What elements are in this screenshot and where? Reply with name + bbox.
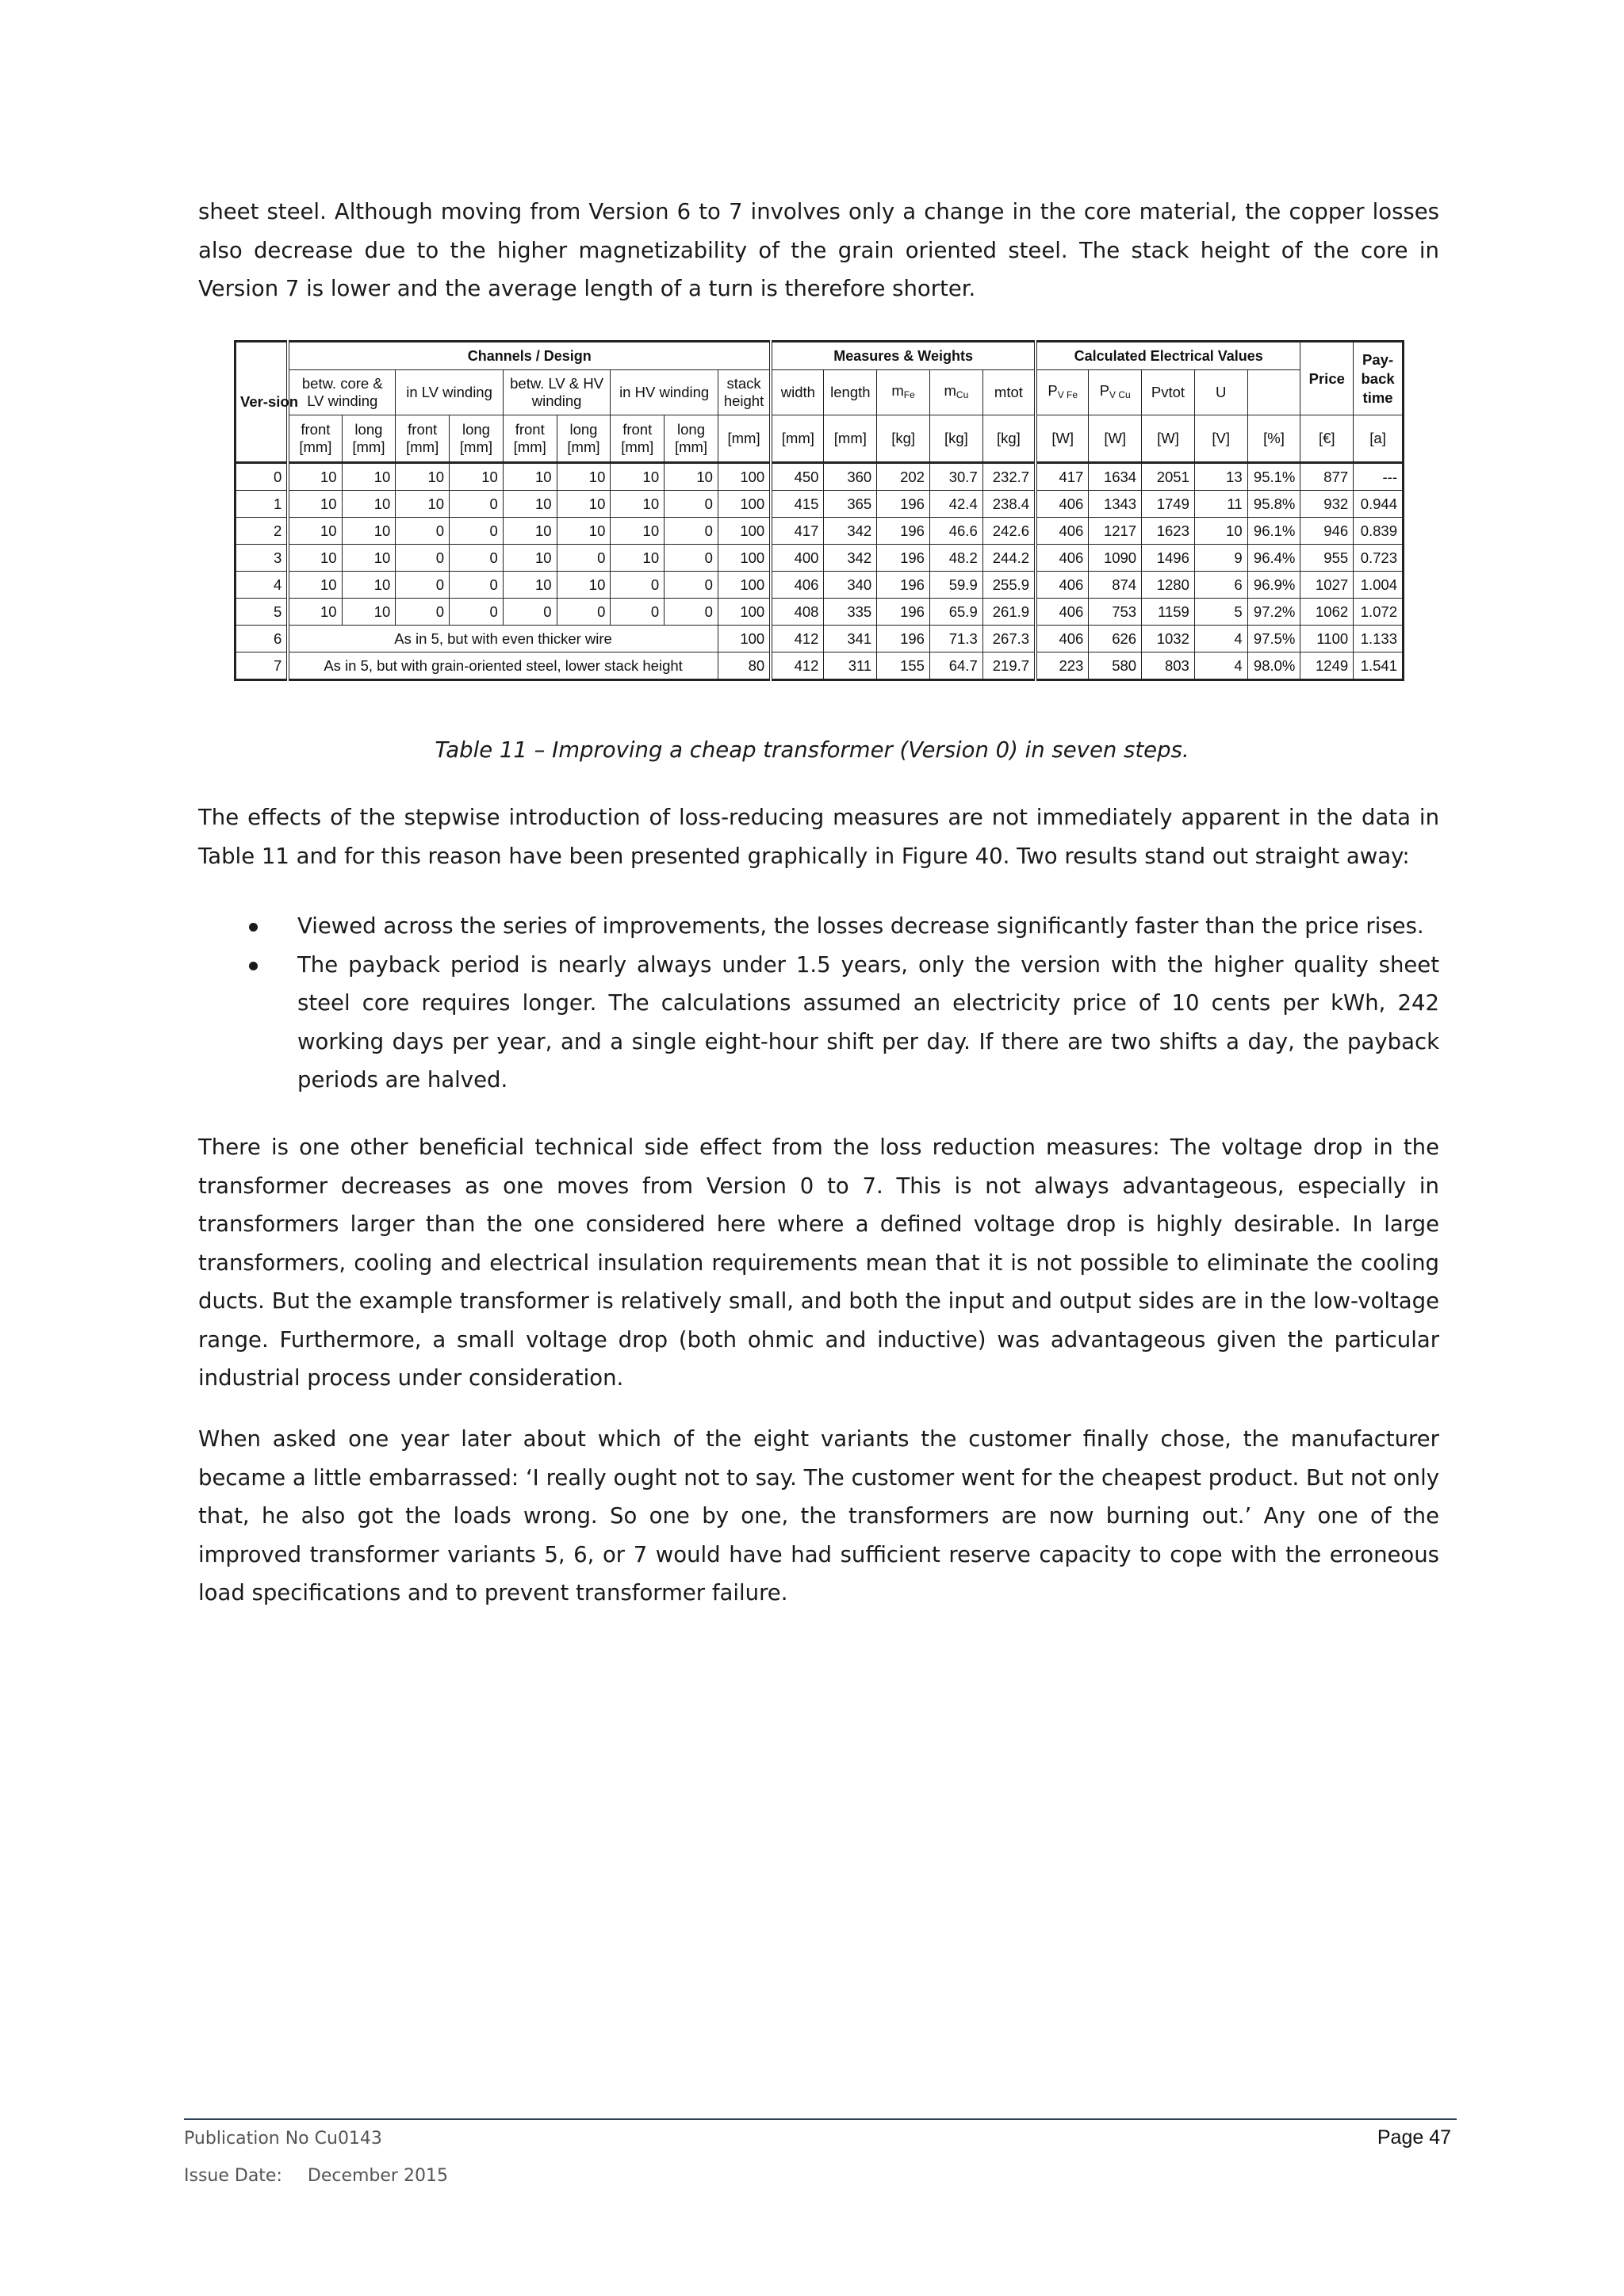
table-row: 5 10 10 0 0 0 0 0 0 100 408 335 196 65.9 261.9 406 753 1159 5 97.2% 1062 1.072: [236, 599, 1404, 626]
table-row: 0 10 10 10 10 10 10 10 10 100 450 360 202 30.7 232.7 417 1634 2051 13 95.1% 877 ---: [236, 463, 1404, 491]
mcu-header: $m_{Cu}$: [929, 370, 982, 415]
voltage-paragraph: There is one other beneficial technical side effect from the loss reduction measures: The voltage drop in the transformer decreases as one moves from Version 0 to 7. This is not always advantageous, especially in transformers larger than the one considered here where a defined voltage drop is highly desirable. In large transformers, cooling and electrical insulation requirements mean that it is not possible to eliminate the cooling ducts. But the example transformer is relatively small, and both the input and output sides are in the low-voltage range. Furthermore, a small voltage drop (both ohmic and inductive) was advantageous given the particular industrial process under consideration.: [198, 1135, 1439, 1391]
table-row: 4 10 10 0 0 10 10 0 0 100 406 340 196 59.9 255.9 406 874 1280 6 96.9% 1027 1.004: [236, 572, 1404, 599]
issue-date: Issue Date: December 2015: [184, 2166, 448, 2186]
page-number: Page 47: [1377, 2126, 1451, 2149]
unit-w: [W]: [1089, 415, 1142, 463]
unit-front: front [mm]: [503, 415, 557, 463]
channels-group-header: Channels / Design: [288, 342, 771, 370]
unit-w: [W]: [1036, 415, 1089, 463]
mfe-header: $m_{Fe}$: [877, 370, 930, 415]
unit-kg: [kg]: [982, 415, 1036, 463]
price-header: Price: [1300, 342, 1354, 415]
transformer-table: [234, 340, 1404, 681]
unit-pct: [%]: [1247, 415, 1300, 463]
unit-eur: [€]: [1300, 415, 1354, 463]
unit-long: long [mm]: [665, 415, 718, 463]
in-hv-header: in HV winding: [611, 370, 718, 415]
table-caption: Table 11 – Improving a cheap transformer (Version 0) in seven steps.: [435, 737, 1189, 763]
unit-mm: [mm]: [771, 415, 824, 463]
unit-front: front [mm]: [396, 415, 450, 463]
unit-a: [a]: [1354, 415, 1404, 463]
table-row: 3 10 10 0 0 10 0 10 0 100 400 342 196 48.2 244.2 406 1090 1496 9 96.4% 955 0.723: [236, 545, 1404, 572]
unit-w: [W]: [1142, 415, 1195, 463]
unit-long: long [mm]: [557, 415, 611, 463]
stack-height-header: stack height: [718, 370, 771, 415]
table-row: 2 10 10 0 0 10 10 10 0 100 417 342 196 46.6 242.6 406 1217 1623 10 96.1% 946 0.839: [236, 518, 1404, 545]
table-row: 6 As in 5, but with even thicker wire 100 412 341 196 71.3 267.3 406 626 1032 4 97.5% 1100 1.133: [236, 626, 1404, 652]
unit-long: long [mm]: [450, 415, 504, 463]
in-lv-header: in LV winding: [396, 370, 504, 415]
unit-v: [V]: [1194, 415, 1247, 463]
unit-mm: [mm]: [718, 415, 771, 463]
pct-header-blank: [1247, 370, 1300, 415]
customer-paragraph: When asked one year later about which of the eight variants the customer finally chose, the manufacturer became a little embarrassed: ‘I really ought not to say. The customer went for the cheapest product. But not only that, he also got the loads wrong. So one by one, the transformers are now burning out.’ Any one of the improved transformer variants 5, 6, or 7 would have had sufficient reserve capacity to cope with the erroneous load specifications and to prevent transformer failure.: [198, 1426, 1439, 1605]
electrical-group-header: Calculated Electrical Values: [1036, 342, 1300, 370]
unit-front: front [mm]: [288, 415, 342, 463]
list-item: The payback period is nearly always under 1.5 years, only the version with the higher quality sheet steel core requires longer. The calculations assumed an electricity price of 10 cents per kWh, 242 working days per year, and a single eight-hour shift per day. If there are two shifts a day, the payback periods are halved.: [198, 946, 1439, 1100]
bullet-icon: [249, 962, 258, 970]
measures-group-header: Measures & Weights: [771, 342, 1036, 370]
version-header: Ver-sion: [236, 342, 289, 463]
table-row: 1 10 10 10 0 10 10 10 0 100 415 365 196 42.4 238.4 406 1343 1749 11 95.8% 932 0.944: [236, 491, 1404, 518]
width-header: width: [771, 370, 824, 415]
core-lv-header: betw. core & LV winding: [288, 370, 396, 415]
u-header: U: [1194, 370, 1247, 415]
pvcu-header: $P_{V Cu}$: [1089, 370, 1142, 415]
pvtot-header: Pvtot: [1142, 370, 1195, 415]
results-list: [198, 907, 1439, 1100]
pvfe-header: $P_{V Fe}$: [1036, 370, 1089, 415]
bullet-icon: [249, 923, 258, 932]
lv-hv-header: betw. LV & HV winding: [503, 370, 611, 415]
payback-header: Pay-back time: [1354, 342, 1404, 415]
mtot-header: mtot: [982, 370, 1036, 415]
table-row: 7 As in 5, but with grain-oriented steel, lower stack height 80 412 311 155 64.7 219.7 223 580 803 4 98.0% 1249 1.541: [236, 652, 1404, 680]
footer-divider: [184, 2118, 1457, 2120]
intro-paragraph: sheet steel. Although moving from Version 6 to 7 involves only a change in the core material, the copper losses also decrease due to the higher magnetizability of the grain oriented steel. The stack height of the core in Version 7 is lower and the average length of a turn is therefore shorter.: [198, 199, 1439, 301]
unit-kg: [kg]: [929, 415, 982, 463]
effects-paragraph: The effects of the stepwise introduction of loss-reducing measures are not immediately apparent in the data in Table 11 and for this reason have been presented graphically in Figure 40. Two results stand out straight away:: [198, 805, 1439, 869]
unit-mm: [mm]: [824, 415, 877, 463]
list-item: Viewed across the series of improvements, the losses decrease significantly faster than the price rises.: [198, 907, 1439, 946]
unit-kg: [kg]: [877, 415, 930, 463]
publication-number: Publication No Cu0143: [184, 2129, 382, 2149]
unit-front: front [mm]: [611, 415, 665, 463]
length-header: length: [824, 370, 877, 415]
unit-long: long [mm]: [342, 415, 396, 463]
